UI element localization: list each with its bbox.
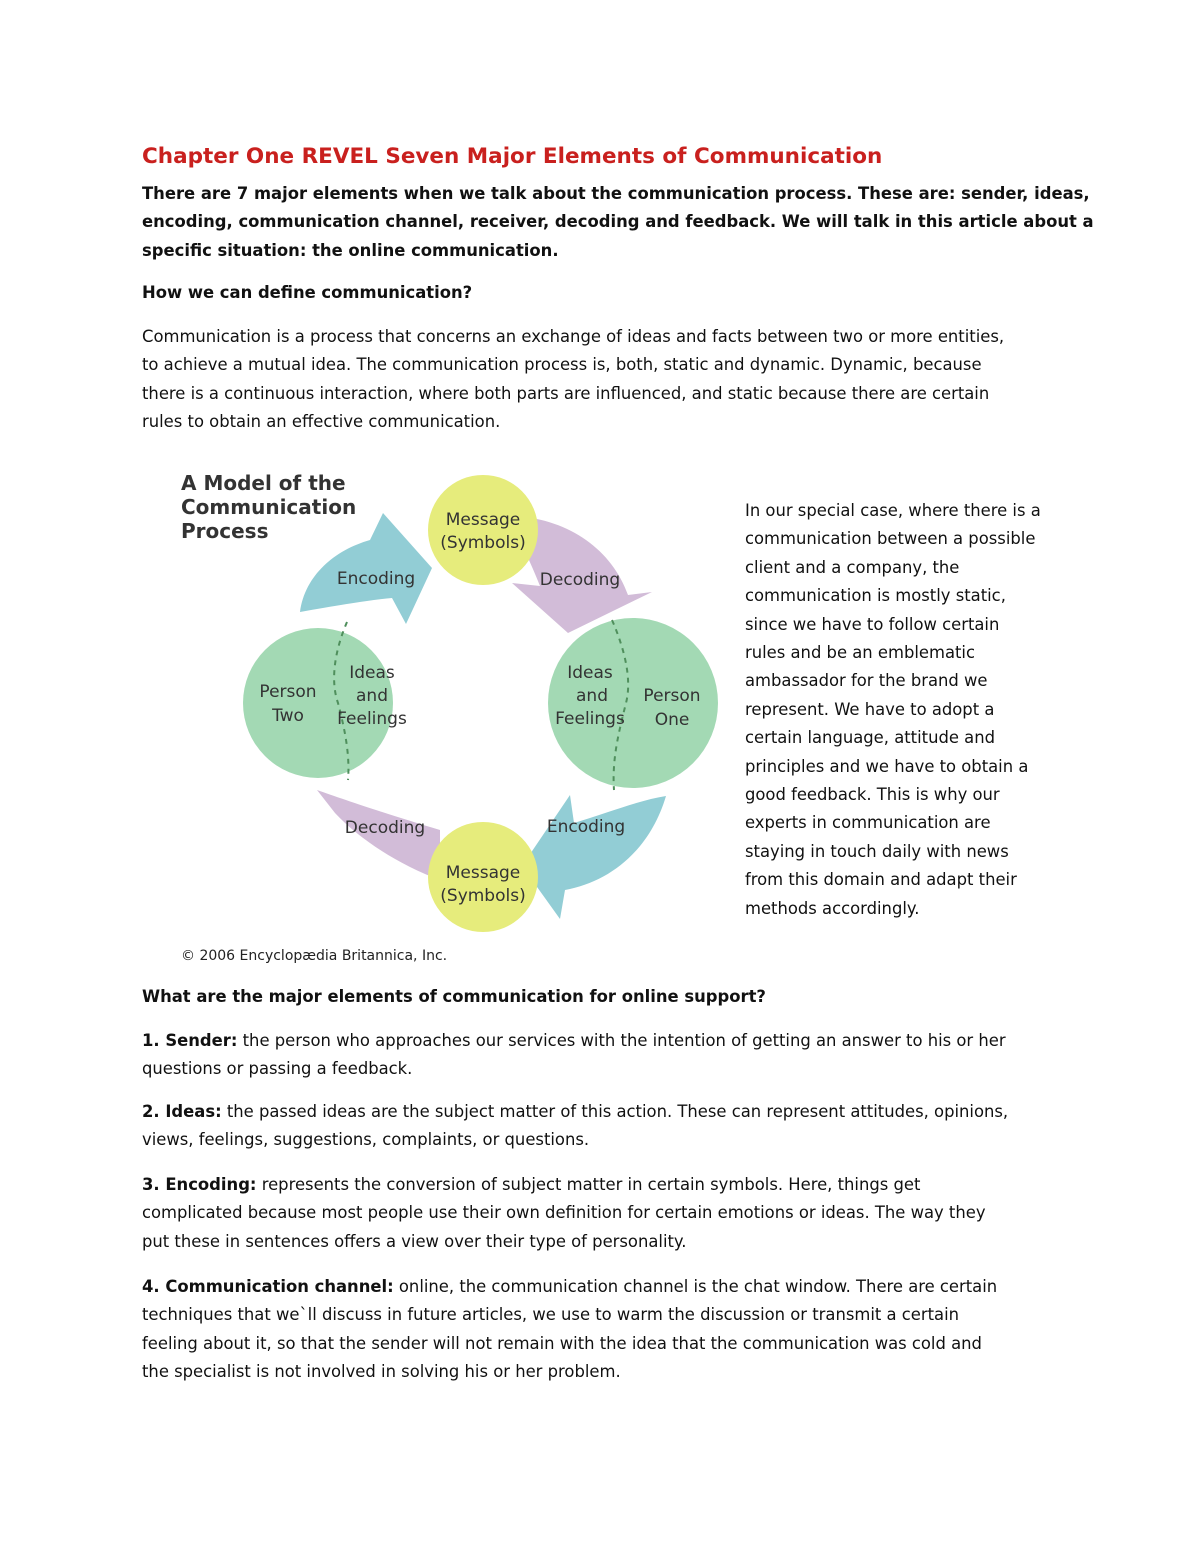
ideas-left-label: Feelings [337, 709, 407, 729]
side-line: good feedback. This is why our [745, 785, 1000, 805]
item-text: the passed ideas are the subject matter of this action. These can represent attitudes, opinions, [221, 1102, 1009, 1121]
encoding-right-label: Encoding [546, 817, 626, 837]
item-line: the specialist is not involved in solving his or her problem. [142, 1362, 621, 1382]
definition-line: Communication is a process that concerns an exchange of ideas and facts between two or more entities, [142, 327, 1005, 346]
ideas-right-label: and [576, 686, 608, 706]
side-line: staying in touch daily with news [745, 841, 1009, 861]
document-title: Chapter One REVEL Seven Major Elements of Communication [142, 144, 883, 169]
item-line: techniques that we`ll discuss in future articles, we use to warm the discussion or transmit a certain [142, 1305, 960, 1325]
item-text: the person who approaches our services with the intention of getting an answer to his or her [237, 1031, 1006, 1050]
question-define-communication: How we can define communication? [142, 283, 473, 302]
item-label: 4. Communication channel: [142, 1277, 394, 1296]
encoding-right-arrow [522, 795, 666, 919]
intro-line: encoding, communication channel, receiver, decoding and feedback. We will talk in this article about a [142, 212, 1094, 232]
item-first-line [142, 1027, 1062, 1055]
side-line: experts in communication are [745, 813, 991, 833]
symbols-top-label: (Symbols) [440, 533, 526, 553]
item-line: complicated because most people use their own definition for certain emotions or ideas. The way they [142, 1203, 986, 1223]
diagram-title-line: Process [181, 519, 269, 543]
decoding-left-label: Decoding [344, 818, 426, 838]
side-line: ambassador for the brand we [745, 671, 988, 691]
item-first-line [142, 1273, 1062, 1301]
element-item-communication-channel [142, 1273, 1062, 1387]
message-top-circle [428, 475, 538, 585]
ideas-right-label: Feelings [555, 709, 625, 729]
item-label: 3. Encoding: [142, 1175, 257, 1194]
side-line: client and a company, the [745, 557, 960, 577]
item-text: represents the conversion of subject matter in certain symbols. Here, things get [256, 1175, 921, 1194]
item-label: 2. Ideas: [142, 1102, 222, 1121]
item-text: online, the communication channel is the chat window. There are certain [393, 1277, 998, 1296]
side-line: principles and we have to obtain a [745, 756, 1029, 776]
side-line: methods accordingly. [745, 898, 920, 918]
side-line: represent. We have to adopt a [745, 699, 995, 719]
item-line: feeling about it, so that the sender will not remain with the idea that the communication was cold and [142, 1333, 982, 1353]
item-first-line [142, 1098, 1062, 1126]
symbols-bottom-label: (Symbols) [440, 886, 526, 906]
intro-line: There are 7 major elements when we talk about the communication process. These are: sender, ideas, [142, 184, 1090, 203]
message-bottom-label: Message [445, 863, 521, 883]
person-one-label: One [654, 710, 690, 730]
question-major-elements: What are the major elements of communication for online support? [142, 987, 766, 1006]
side-paragraph [745, 497, 1075, 923]
person-one-label: Person [643, 686, 701, 706]
side-line: In our special case, where there is a [745, 501, 1041, 520]
intro-line: specific situation: the online communication. [142, 240, 559, 260]
diagram-title-line: Communication [181, 495, 357, 519]
side-line: certain language, attitude and [745, 728, 995, 748]
side-line: communication is mostly static, [745, 586, 1006, 606]
definition-line: to achieve a mutual idea. The communication process is, both, static and dynamic. Dynamic, because [142, 355, 982, 375]
encoding-left-label: Encoding [336, 569, 416, 589]
item-line: views, feelings, suggestions, complaints, or questions. [142, 1130, 590, 1150]
diagram-title-line: A Model of the [181, 471, 346, 495]
message-top-label: Message [445, 510, 521, 530]
element-item-encoding [142, 1171, 1062, 1256]
definition-line: rules to obtain an effective communication. [142, 412, 501, 432]
item-line: put these in sentences offers a view over their type of personality. [142, 1231, 687, 1251]
side-line: communication between a possible [745, 529, 1036, 549]
ideas-left-label: and [356, 686, 388, 706]
element-item-sender [142, 1027, 1062, 1084]
side-line: from this domain and adapt their [745, 870, 1017, 890]
side-line: rules and be an emblematic [745, 643, 975, 663]
side-line: since we have to follow certain [745, 614, 1000, 634]
ideas-right-label: Ideas [567, 663, 613, 683]
item-line: questions or passing a feedback. [142, 1059, 413, 1079]
diagram-copyright: © 2006 Encyclopædia Britannica, Inc. [181, 948, 448, 964]
person-two-label: Two [272, 706, 304, 726]
item-label: 1. Sender: [142, 1031, 238, 1050]
definition-line: there is a continuous interaction, where both parts are influenced, and static because there are certain [142, 383, 990, 403]
person-two-label: Person [259, 682, 317, 702]
item-first-line [142, 1171, 1062, 1199]
ideas-left-label: Ideas [349, 663, 395, 683]
decoding-right-label: Decoding [539, 570, 621, 590]
element-item-ideas [142, 1098, 1062, 1155]
